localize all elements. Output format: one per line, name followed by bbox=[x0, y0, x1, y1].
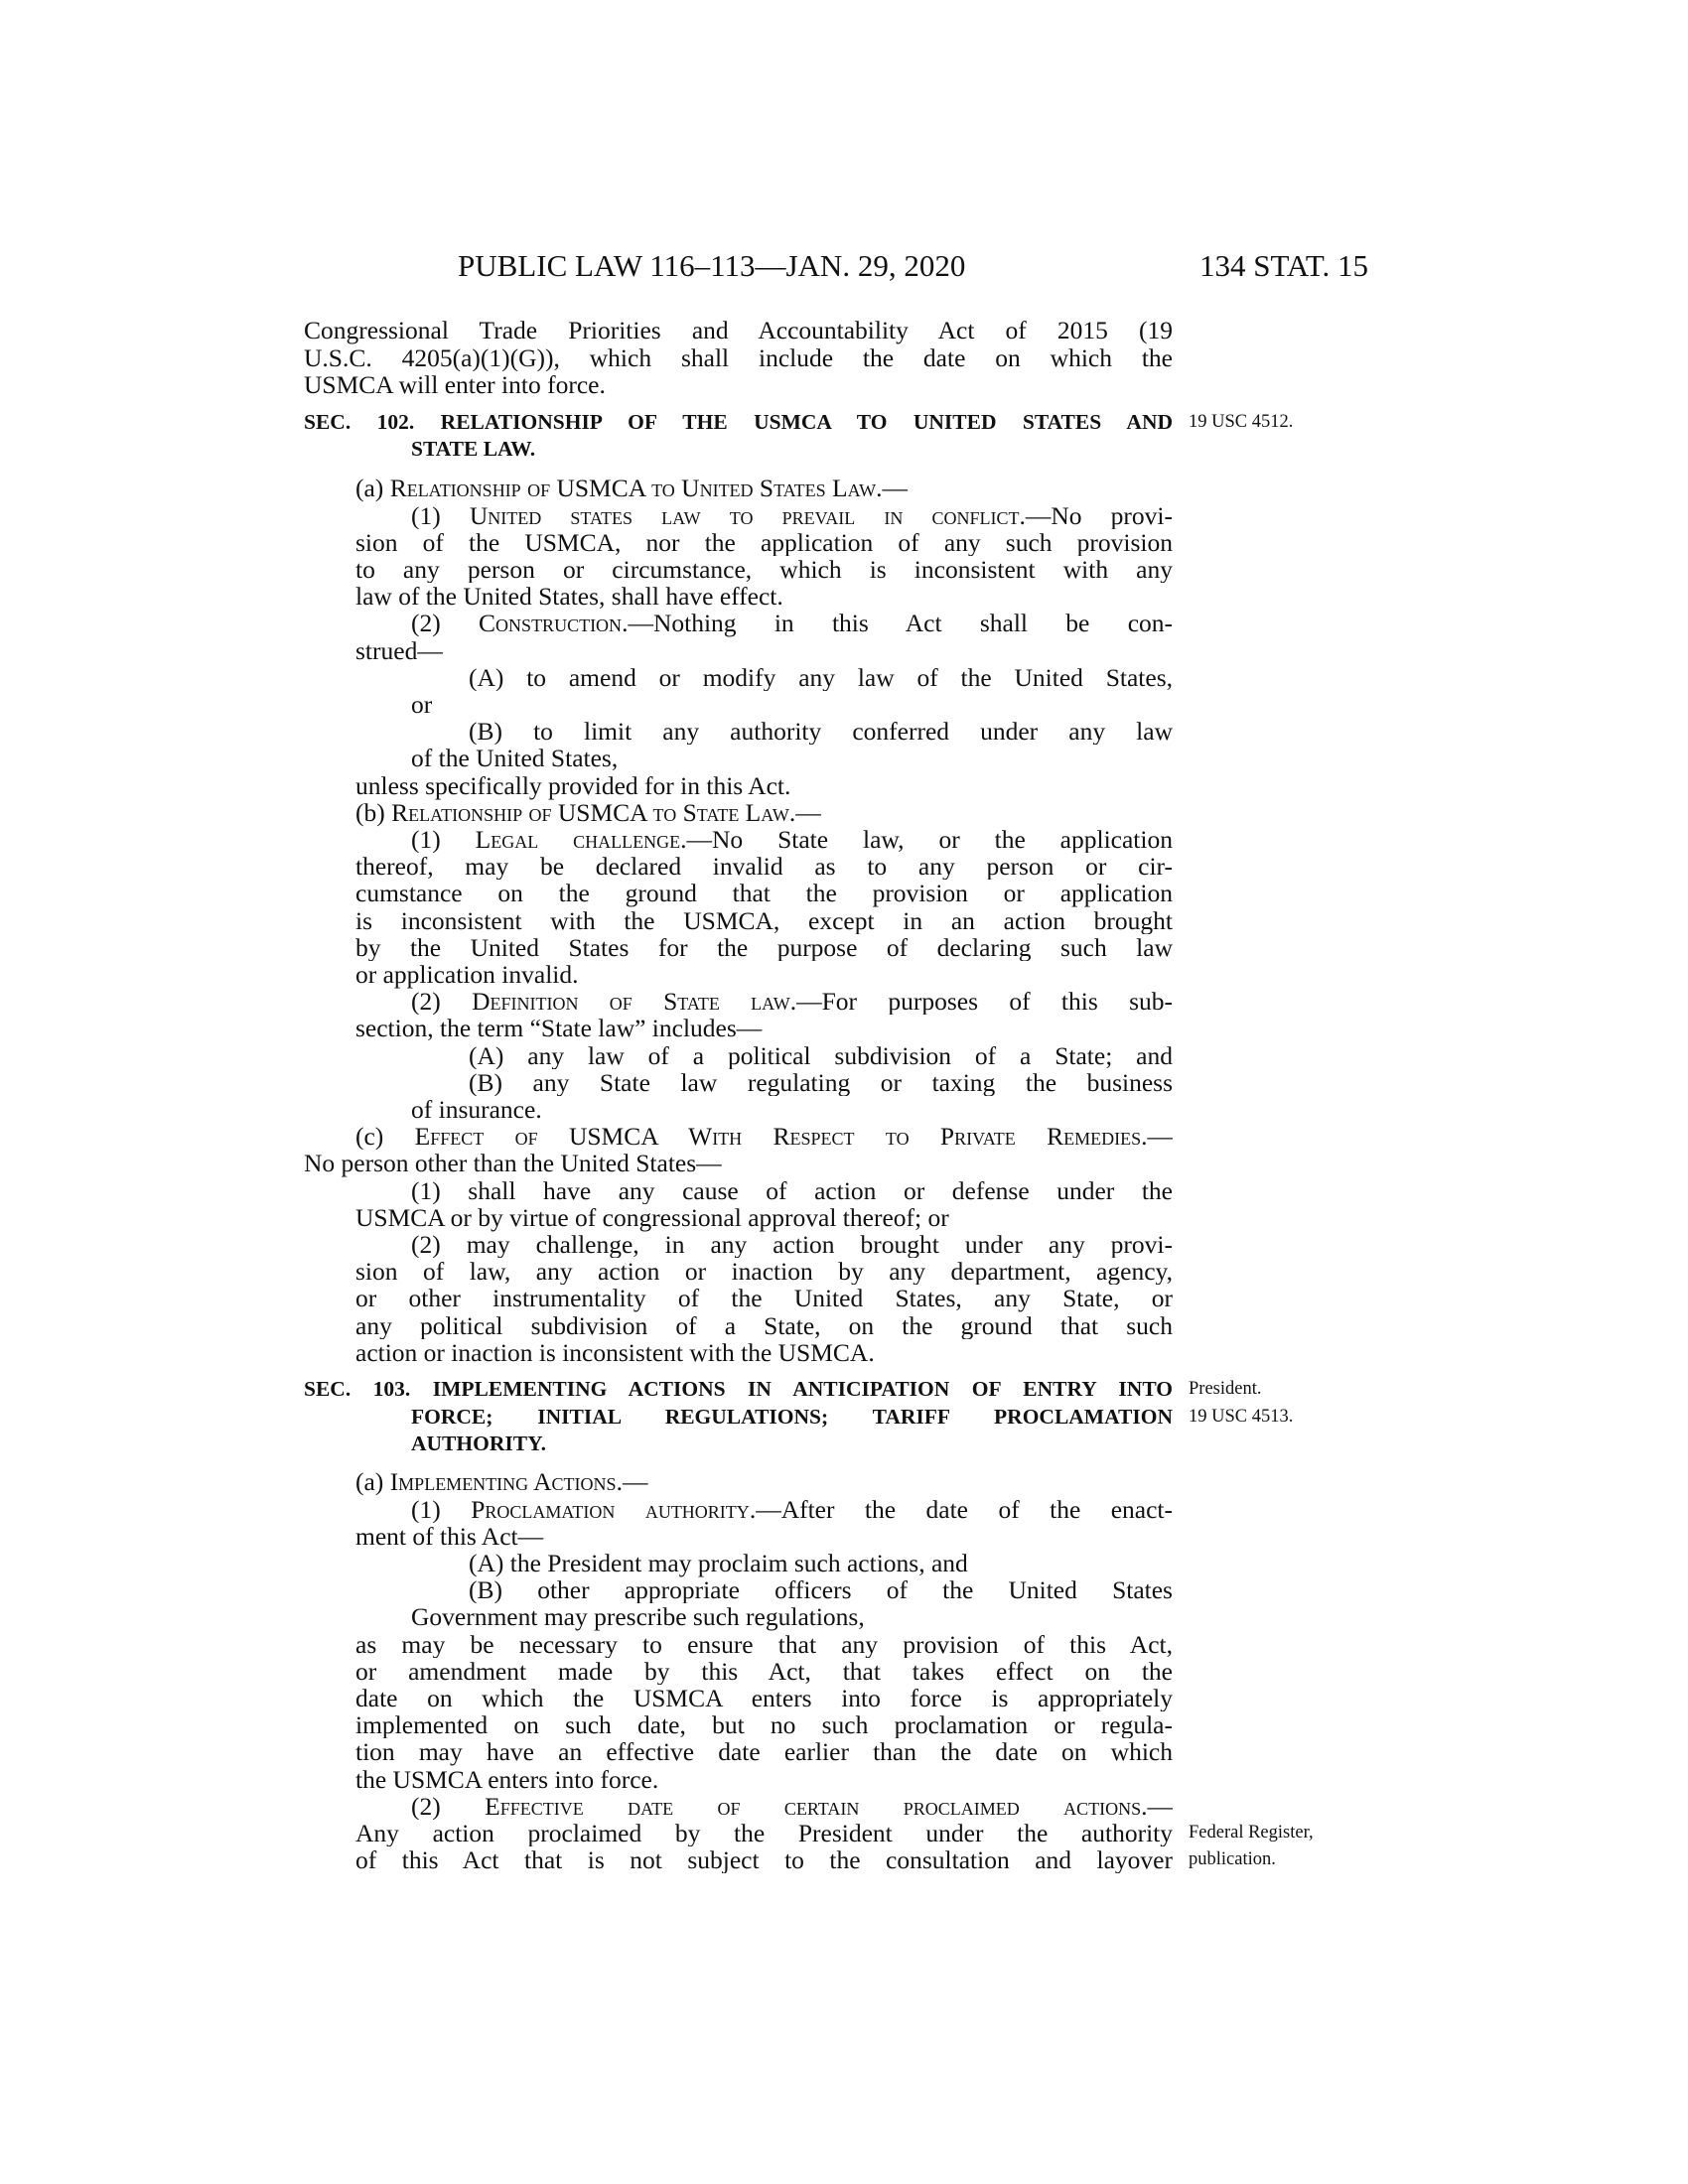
text-line bbox=[411, 1177, 1173, 1204]
line-text: or bbox=[411, 690, 433, 719]
text-line bbox=[355, 1766, 1173, 1793]
line-text: .— bbox=[876, 474, 909, 503]
text-line bbox=[355, 1738, 1173, 1765]
line-text: thereof, may be declared invalid as to any person or cir- bbox=[355, 853, 1173, 881]
text-line bbox=[469, 1069, 1173, 1096]
text-line bbox=[355, 1820, 1173, 1846]
line-text: .— bbox=[1141, 1792, 1173, 1820]
line-text: (A) any law of a political subdivision of a State; and bbox=[469, 1041, 1173, 1069]
margin-note: publication. bbox=[1189, 1849, 1276, 1870]
text-line bbox=[411, 691, 1173, 718]
margin-note: Federal Register, bbox=[1189, 1823, 1314, 1843]
text-line bbox=[469, 718, 1173, 745]
text-line bbox=[355, 1015, 1173, 1041]
text-line bbox=[411, 1603, 1173, 1630]
line-text: of the United States, bbox=[411, 744, 619, 773]
text-line bbox=[355, 475, 1173, 501]
text-line bbox=[355, 934, 1173, 961]
text-line bbox=[355, 1285, 1173, 1311]
line-text: or application invalid. bbox=[355, 960, 579, 989]
text-line bbox=[304, 1150, 1173, 1176]
line-text: law of the United States, shall have effect. bbox=[355, 582, 783, 612]
section-heading: SEC. 103. IMPLEMENTING ACTIONS IN ANTICIPATION OF ENTRY INTO bbox=[304, 1377, 1173, 1402]
text-line bbox=[355, 880, 1173, 906]
paragraph-heading: United states law to prevail in conflict bbox=[469, 501, 1020, 529]
paragraph-heading: Relationship of USMCA to State Law bbox=[391, 797, 789, 827]
paragraph-number: (b) bbox=[355, 797, 392, 827]
text-line bbox=[469, 1576, 1173, 1603]
line-text: sion of the USMCA, nor the application of any such provision bbox=[355, 528, 1173, 556]
text-line bbox=[355, 1468, 1173, 1495]
section-heading: AUTHORITY. bbox=[411, 1432, 547, 1456]
text-line bbox=[355, 1312, 1173, 1339]
section-heading: FORCE; INITIAL REGULATIONS; TARIFF PROCLAMATION bbox=[411, 1405, 1173, 1430]
text-line bbox=[355, 1204, 1173, 1231]
line-text: or amendment made by this Act, that takes effect on the bbox=[355, 1657, 1173, 1685]
paragraph-number: (c) bbox=[355, 1123, 415, 1151]
text-line bbox=[355, 637, 1173, 664]
text-line bbox=[355, 961, 1173, 988]
paragraph-number: (2) bbox=[411, 610, 480, 637]
line-text: .— bbox=[1141, 1123, 1173, 1151]
text-line bbox=[355, 799, 1173, 826]
text-line bbox=[355, 556, 1173, 583]
line-text: .—After the date of the enact- bbox=[749, 1495, 1173, 1523]
paragraph-number: (2) bbox=[411, 1792, 486, 1820]
text-line bbox=[355, 1339, 1173, 1366]
intro-text-line: Congressional Trade Priorities and Accountability Act of 2015 (19 bbox=[304, 317, 1173, 344]
section-heading: SEC. 102. RELATIONSHIP OF THE USMCA TO UNITED STATES AND bbox=[304, 410, 1173, 435]
line-text: of insurance. bbox=[411, 1095, 542, 1124]
paragraph-heading: Definition of State law bbox=[472, 988, 790, 1016]
line-text: (B) to limit any authority conferred under any law bbox=[469, 718, 1173, 746]
paragraph-number: (2) bbox=[411, 988, 473, 1016]
paragraph-heading: Legal challenge bbox=[475, 826, 681, 854]
line-text: Government may prescribe such regulations, bbox=[411, 1602, 865, 1632]
paragraph-heading: Proclamation authority bbox=[471, 1495, 750, 1523]
line-text: ment of this Act— bbox=[355, 1521, 544, 1551]
text-line bbox=[355, 907, 1173, 934]
line-text: implemented on such date, but no such proclamation or regula- bbox=[355, 1711, 1173, 1739]
line-text: Any action proclaimed by the President under the authority bbox=[355, 1820, 1173, 1847]
text-line bbox=[355, 1258, 1173, 1285]
line-text: .—Nothing in this Act shall be con- bbox=[622, 610, 1173, 637]
text-line bbox=[355, 583, 1173, 610]
line-text: (B) other appropriate officers of the United States bbox=[469, 1576, 1173, 1604]
text-line bbox=[355, 772, 1173, 799]
line-text: by the United States for the purpose of declaring such law bbox=[355, 933, 1173, 961]
text-line bbox=[411, 610, 1173, 636]
line-text: tion may have an effective date earlier than the date on which bbox=[355, 1738, 1173, 1766]
line-text: sion of law, any action or inaction by any department, agency, bbox=[355, 1258, 1173, 1286]
intro-text-line: U.S.C. 4205(a)(1)(G)), which shall include the date on which the bbox=[304, 343, 1173, 371]
paragraph-heading: Relationship of USMCA to United States Law bbox=[389, 474, 877, 503]
paragraph-heading: Implementing Actions bbox=[389, 1467, 617, 1497]
line-text: (A) to amend or modify any law of the United States, bbox=[469, 663, 1173, 691]
paragraph-number: (1) bbox=[411, 1495, 472, 1523]
line-text: cumstance on the ground that the provision or application bbox=[355, 880, 1173, 907]
text-line bbox=[355, 1685, 1173, 1711]
margin-note: 19 USC 4512. bbox=[1189, 412, 1294, 433]
line-text: section, the term “State law” includes— bbox=[355, 1014, 763, 1043]
text-line bbox=[469, 1042, 1173, 1069]
paragraph-number: (a) bbox=[355, 474, 390, 503]
paragraph-number: (a) bbox=[355, 1467, 390, 1497]
line-text: .— bbox=[788, 797, 821, 827]
line-text: any political subdivision of a State, on the ground that such bbox=[355, 1311, 1173, 1339]
margin-note: 19 USC 4513. bbox=[1189, 1407, 1294, 1428]
line-text: or other instrumentality of the United States, any State, or bbox=[355, 1285, 1173, 1312]
line-text: .— bbox=[616, 1467, 648, 1497]
line-text: is inconsistent with the USMCA, except in an action brought bbox=[355, 906, 1173, 934]
line-text: strued— bbox=[355, 635, 443, 665]
line-text: (2) may challenge, in any action brought under any provi- bbox=[411, 1231, 1173, 1259]
paragraph-number: (1) bbox=[411, 501, 470, 529]
text-line bbox=[469, 664, 1173, 691]
text-line bbox=[355, 1658, 1173, 1685]
intro-text-line: USMCA will enter into force. bbox=[304, 369, 606, 399]
text-line bbox=[411, 1793, 1173, 1820]
line-text: to any person or circumstance, which is inconsistent with any bbox=[355, 556, 1173, 584]
text-line bbox=[355, 1123, 1173, 1150]
line-text: .—No provi- bbox=[1019, 501, 1173, 529]
line-text: action or inaction is inconsistent with the USMCA. bbox=[355, 1337, 875, 1367]
line-text: No person other than the United States— bbox=[304, 1149, 722, 1178]
text-line bbox=[411, 745, 1173, 771]
text-line bbox=[411, 502, 1173, 529]
text-line bbox=[469, 1550, 1173, 1576]
line-text: unless specifically provided for in this Act. bbox=[355, 770, 791, 800]
line-text: (A) the President may proclaim such actions, and bbox=[469, 1549, 968, 1577]
text-line bbox=[355, 529, 1173, 556]
line-text: (1) shall have any cause of action or defense under the bbox=[411, 1176, 1173, 1204]
paragraph-heading: Effect of USMCA With Respect to Private Remedies bbox=[414, 1123, 1142, 1151]
text-line bbox=[355, 1711, 1173, 1738]
line-text: USMCA or by virtue of congressional approval thereof; or bbox=[355, 1202, 949, 1232]
line-text: the USMCA enters into force. bbox=[355, 1764, 659, 1794]
margin-note: President. bbox=[1189, 1379, 1262, 1400]
paragraph-number: (1) bbox=[411, 826, 476, 854]
line-text: .—For purposes of this sub- bbox=[789, 988, 1173, 1016]
line-text: as may be necessary to ensure that any provision of this Act, bbox=[355, 1630, 1173, 1658]
text-line bbox=[355, 1631, 1173, 1658]
line-text: date on which the USMCA enters into force is appropriately bbox=[355, 1685, 1173, 1712]
line-text: (B) any State law regulating or taxing the business bbox=[469, 1068, 1173, 1096]
line-text: of this Act that is not subject to the consultation and layover bbox=[355, 1846, 1173, 1874]
paragraph-heading: Effective date of certain proclaimed actions bbox=[485, 1792, 1142, 1820]
text-line bbox=[411, 1231, 1173, 1258]
paragraph-heading: Construction bbox=[479, 610, 623, 637]
running-header-title: PUBLIC LAW 116–113—JAN. 29, 2020 bbox=[458, 248, 966, 283]
text-line bbox=[411, 1496, 1173, 1523]
text-line bbox=[411, 1096, 1173, 1123]
text-line bbox=[411, 826, 1173, 853]
text-line bbox=[355, 1523, 1173, 1550]
text-line bbox=[355, 853, 1173, 880]
section-heading: STATE LAW. bbox=[411, 437, 536, 462]
text-line bbox=[355, 1846, 1173, 1873]
text-line bbox=[411, 988, 1173, 1015]
line-text: .—No State law, or the application bbox=[680, 826, 1173, 854]
page-stat-number: 134 STAT. 15 bbox=[1198, 248, 1368, 283]
